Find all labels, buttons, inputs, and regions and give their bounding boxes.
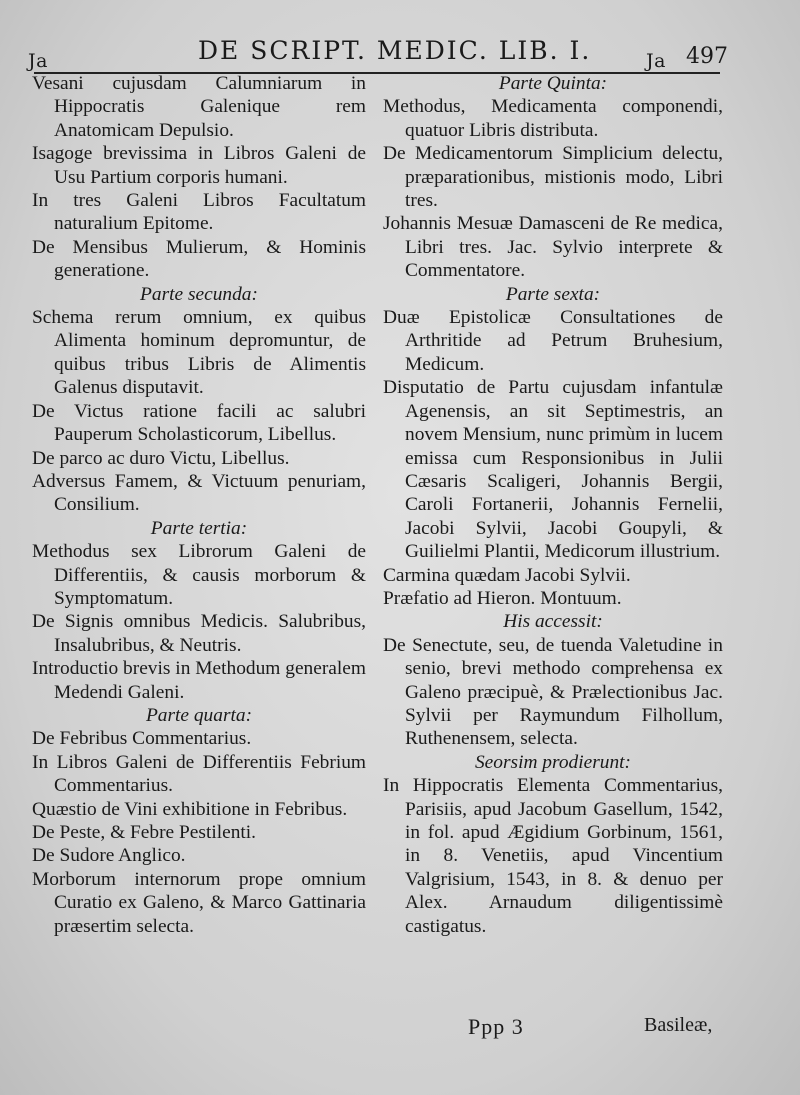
left-column [32, 72, 366, 938]
bibliography-entry: De Sudore Anglico. [32, 845, 186, 867]
section-heading: Parte Quinta: [498, 73, 608, 94]
header-signature-right: Ja [646, 50, 666, 72]
section-heading: His accessit: [503, 611, 603, 633]
signature-mark: Ppp 3 [468, 1014, 524, 1039]
running-title: DE SCRIPT. MEDIC. LIB. I. [198, 36, 592, 65]
bibliography-entry: De Signis omnibus Medicis. Salubribus, Insalubribus, & Neutris. [32, 611, 366, 656]
bibliography-entry: Schema rerum omnium, ex quibus Alimenta hominum depromuntur, de quibus tribus Libris de Alimentis Galenus disputavit. [32, 307, 366, 399]
page-number: 497 [686, 44, 728, 69]
bibliography-entry: Duæ Epistolicæ Consultationes de Arthritide ad Petrum Bruhesium, Medicum. [383, 307, 723, 375]
bibliography-entry: Carmina quædam Jacobi Sylvii. [383, 564, 631, 586]
bibliography-entry: In Hippocratis Elementa Commentarius, Parisiis, apud Jacobum Gasellum, 1542, in fol. apud Ægidium Gorbinum, 1561, in 8. Venetiis, apud Vincentium Valgrisium, 1543, in 8. & denuo per Alex. Arnaudum diligentissimè castigatus. [383, 775, 723, 937]
bibliography-entry: Introductio brevis in Methodum generalem Medendi Galeni. [32, 658, 366, 703]
bibliography-entry: In Libros Galeni de Differentiis Febrium Commentarius. [32, 751, 366, 797]
section-heading: Parte sexta: [505, 283, 601, 305]
bibliography-entry: Methodus, Medicamenta componendi, quatuor Libris distributa. [383, 96, 723, 141]
bibliography-entry: Isagoge brevissima in Libros Galeni de Usu Partium corporis humani. [32, 143, 366, 188]
bibliography-entry: De Senectute, seu, de tuenda Valetudine in senio, brevi methodo comprehensa ex Galeno præcipuè, & Prælectionibus Jac. Sylvii per Raymundum Filhollum, Ruthenensem, selecta. [383, 634, 723, 750]
bibliography-entry: De Febribus Commentarius. [32, 728, 252, 750]
bibliography-entry: In tres Galeni Libros Facultatum naturalium Epitome. [32, 190, 366, 235]
bibliography-entry: Johannis Mesuæ Damasceni de Re medica, Libri tres. Jac. Sylvio interprete & Commentatore. [383, 213, 723, 282]
section-heading: Parte quarta: [145, 704, 253, 726]
catchword: Basileæ, [644, 1014, 713, 1036]
running-header [28, 36, 728, 76]
bibliography-entry: De Mensibus Mulierum, & Hominis generatione. [32, 236, 366, 282]
bibliography-entry: De Medicamentorum Simplicium delectu, præparationibus, mistionis modo, Libri tres. [383, 143, 723, 212]
bibliography-entry: De Victus ratione facili ac salubri Pauperum Scholasticorum, Libellus. [32, 400, 366, 446]
right-column [383, 72, 723, 938]
section-heading: Parte secunda: [140, 283, 258, 305]
bibliography-entry: De Peste, & Febre Pestilenti. [32, 822, 257, 843]
bibliography-entry: Præfatio ad Hieron. Montuum. [383, 587, 622, 609]
bibliography-entry: Vesani cujusdam Calumniarum in Hippocratis Galenique rem Anatomicam Depulsio. [32, 73, 366, 141]
header-signature-left: Ja [28, 50, 48, 72]
bibliography-entry: Morborum internorum prope omnium Curatio ex Galeno, & Marco Gattinaria præsertim selecta. [32, 868, 366, 937]
bibliography-entry: Quæstio de Vini exhibitione in Febribus. [32, 798, 348, 820]
section-heading: Seorsim prodierunt: [474, 751, 631, 773]
bibliography-entry: Methodus sex Librorum Galeni de Differentiis, & causis morborum & Symptomatum. [32, 541, 366, 609]
section-heading: Parte tertia: [150, 517, 248, 539]
bibliography-entry: Disputatio de Partu cujusdam infantulæ Agenensis, an sit Septimestris, an novem Mensium, nunc primùm in lucem emissa cum Responsionibus in Julii Cæsaris Scaligeri, Johannis Bergii, Caroli Fortanerii, Johannis Fernelii, Jacobi Sylvii, Jacobi Goupyli, & Guilielmi Plantii, Medicorum illustrium. [383, 377, 723, 563]
bibliography-entry: Adversus Famem, & Victuum penuriam, Consilium. [32, 470, 366, 516]
bibliography-entry: De parco ac duro Victu, Libellus. [32, 447, 290, 469]
